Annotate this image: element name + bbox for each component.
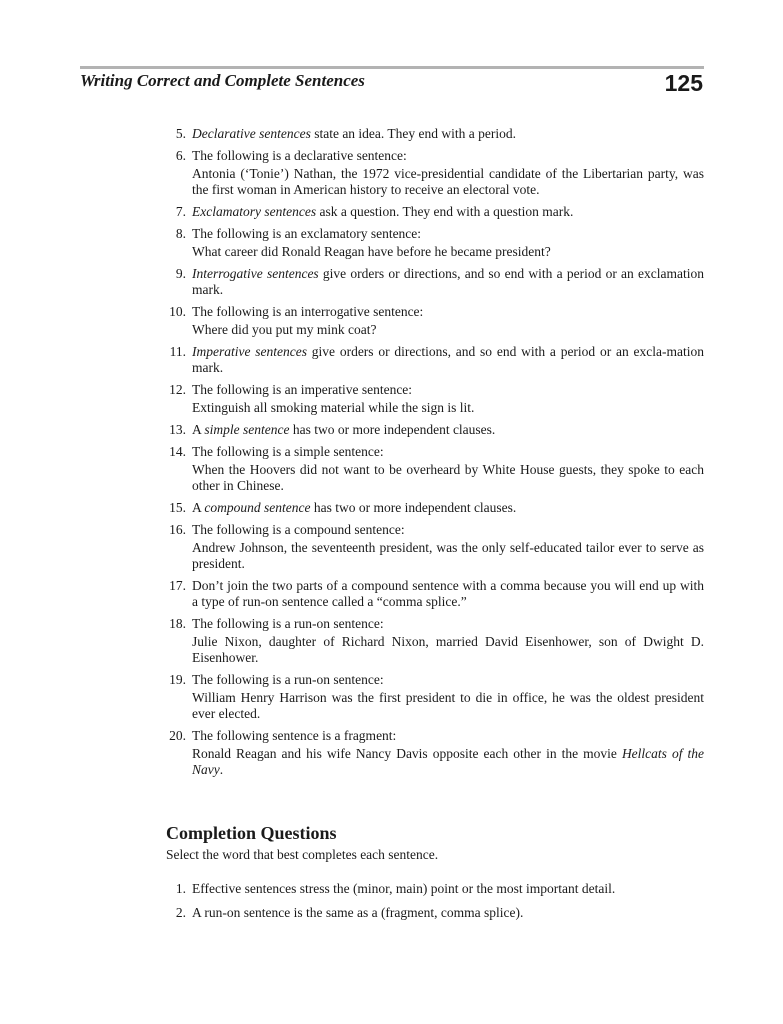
item-number: 16. — [169, 522, 186, 537]
item-term: Exclamatory sentences — [192, 204, 317, 219]
item-example-suffix: . — [219, 762, 224, 777]
item-example: Antonia (‘Tonie’) Nathan, the 1972 vice-presidential candidate of the Libertarian party, was the first woman in American history to receive an electoral vote. — [192, 166, 704, 197]
item-body — [192, 444, 704, 494]
item-body — [192, 344, 704, 376]
item-body — [192, 226, 704, 260]
question-item — [166, 881, 704, 897]
item-body — [192, 148, 704, 198]
question-item — [166, 905, 704, 921]
item-term: compound sentence — [204, 500, 311, 515]
item-text: Don’t join the two parts of a compound sentence with a comma because you will end up with a type of run-on sentence called a “comma splice.” — [192, 578, 704, 609]
item-text: has two or more independent clauses. — [289, 422, 496, 437]
item-number: 12. — [169, 382, 186, 397]
item-term: Imperative sentences — [192, 344, 307, 359]
item-body — [192, 522, 704, 572]
header-rule — [80, 66, 704, 69]
item-text: The following is a run-on sentence: — [192, 616, 384, 631]
list-item — [166, 226, 704, 260]
list-item — [166, 266, 704, 298]
list-item — [166, 500, 704, 516]
list-item — [166, 444, 704, 494]
item-text: has two or more independent clauses. — [310, 500, 517, 515]
item-example: What career did Ronald Reagan have before he became president? — [192, 244, 551, 259]
item-number: 19. — [169, 672, 186, 687]
question-number: 2. — [175, 905, 186, 920]
list-item — [166, 422, 704, 438]
list-item — [166, 672, 704, 722]
list-item — [166, 522, 704, 572]
item-example-text: Ronald Reagan and his wife Nancy Davis opposite each other in the movie — [192, 746, 622, 761]
item-text: The following is an imperative sentence: — [192, 382, 413, 397]
item-number: 13. — [169, 422, 186, 437]
item-body — [192, 422, 704, 438]
question-number: 1. — [175, 881, 186, 896]
item-prefix: A — [192, 422, 205, 437]
item-term: simple sentence — [204, 422, 290, 437]
question-text: Effective sentences stress the (minor, main) point or the most important detail. — [192, 881, 616, 896]
item-text: state an idea. They end with a period. — [310, 126, 517, 141]
item-term: Interrogative sentences — [192, 266, 319, 281]
item-number: 7. — [175, 204, 186, 219]
item-text: give orders or directions, and so end with a period or an excla-mation mark. — [192, 344, 705, 375]
item-text: ask a question. They end with a question mark. — [316, 204, 574, 219]
list-item — [166, 204, 704, 220]
item-number: 5. — [175, 126, 186, 141]
question-list — [166, 881, 704, 921]
section-heading: Completion Questions — [166, 823, 337, 843]
item-number: 18. — [169, 616, 186, 631]
item-example — [192, 746, 704, 778]
item-term: Declarative sentences — [192, 126, 311, 141]
item-number: 15. — [169, 500, 186, 515]
item-number: 10. — [169, 304, 186, 319]
item-text: The following is a declarative sentence: — [192, 148, 407, 163]
item-body — [192, 578, 704, 610]
item-example: William Henry Harrison was the first president to die in office, he was the oldest president ever elected. — [192, 690, 704, 721]
item-text: The following is a simple sentence: — [192, 444, 384, 459]
list-item — [166, 578, 704, 610]
item-number: 17. — [169, 578, 186, 593]
list-item — [166, 616, 704, 666]
list-item — [166, 728, 704, 778]
item-number: 20. — [169, 728, 186, 743]
question-text: A run-on sentence is the same as a (fragment, comma splice). — [192, 905, 524, 920]
item-body — [192, 672, 704, 722]
item-text: The following is an interrogative sentence: — [192, 304, 424, 319]
list-item — [166, 126, 704, 142]
item-number: 14. — [169, 444, 186, 459]
item-body — [192, 382, 704, 416]
item-body — [192, 126, 704, 142]
item-body — [192, 616, 704, 666]
item-body — [192, 266, 704, 298]
list-item — [166, 304, 704, 338]
statement-list — [166, 126, 704, 784]
item-example: Extinguish all smoking material while the sign is lit. — [192, 400, 475, 415]
item-text: The following sentence is a fragment: — [192, 728, 397, 743]
item-example: Andrew Johnson, the seventeenth president, was the only self-educated tailor ever to serve as president. — [192, 540, 704, 571]
item-text: The following is a compound sentence: — [192, 522, 405, 537]
list-item — [166, 148, 704, 198]
item-number: 8. — [175, 226, 186, 241]
item-number: 11. — [169, 344, 186, 359]
item-text: The following is a run-on sentence: — [192, 672, 384, 687]
item-example: When the Hoovers did not want to be overheard by White House guests, they spoke to each other in Chinese. — [192, 462, 704, 493]
page-number: 125 — [664, 70, 703, 96]
item-body — [192, 204, 704, 220]
item-prefix: A — [192, 500, 205, 515]
item-text: The following is an exclamatory sentence: — [192, 226, 422, 241]
item-example: Where did you put my mink coat? — [192, 322, 377, 337]
list-item — [166, 344, 704, 376]
movie-title: Hellcats of the Navy — [192, 746, 705, 777]
item-body — [192, 728, 704, 778]
item-number: 9. — [175, 266, 186, 281]
completion-section — [166, 822, 704, 929]
item-text: give orders or directions, and so end with a period or an exclamation mark. — [192, 266, 704, 297]
item-example: Julie Nixon, daughter of Richard Nixon, married David Eisenhower, son of Dwight D. Eisenhower. — [192, 634, 704, 665]
item-number: 6. — [175, 148, 186, 163]
item-body — [192, 304, 704, 338]
running-head: Writing Correct and Complete Sentences — [80, 71, 365, 90]
list-item — [166, 382, 704, 416]
item-body — [192, 500, 704, 516]
section-instructions: Select the word that best completes each sentence. — [166, 847, 439, 862]
